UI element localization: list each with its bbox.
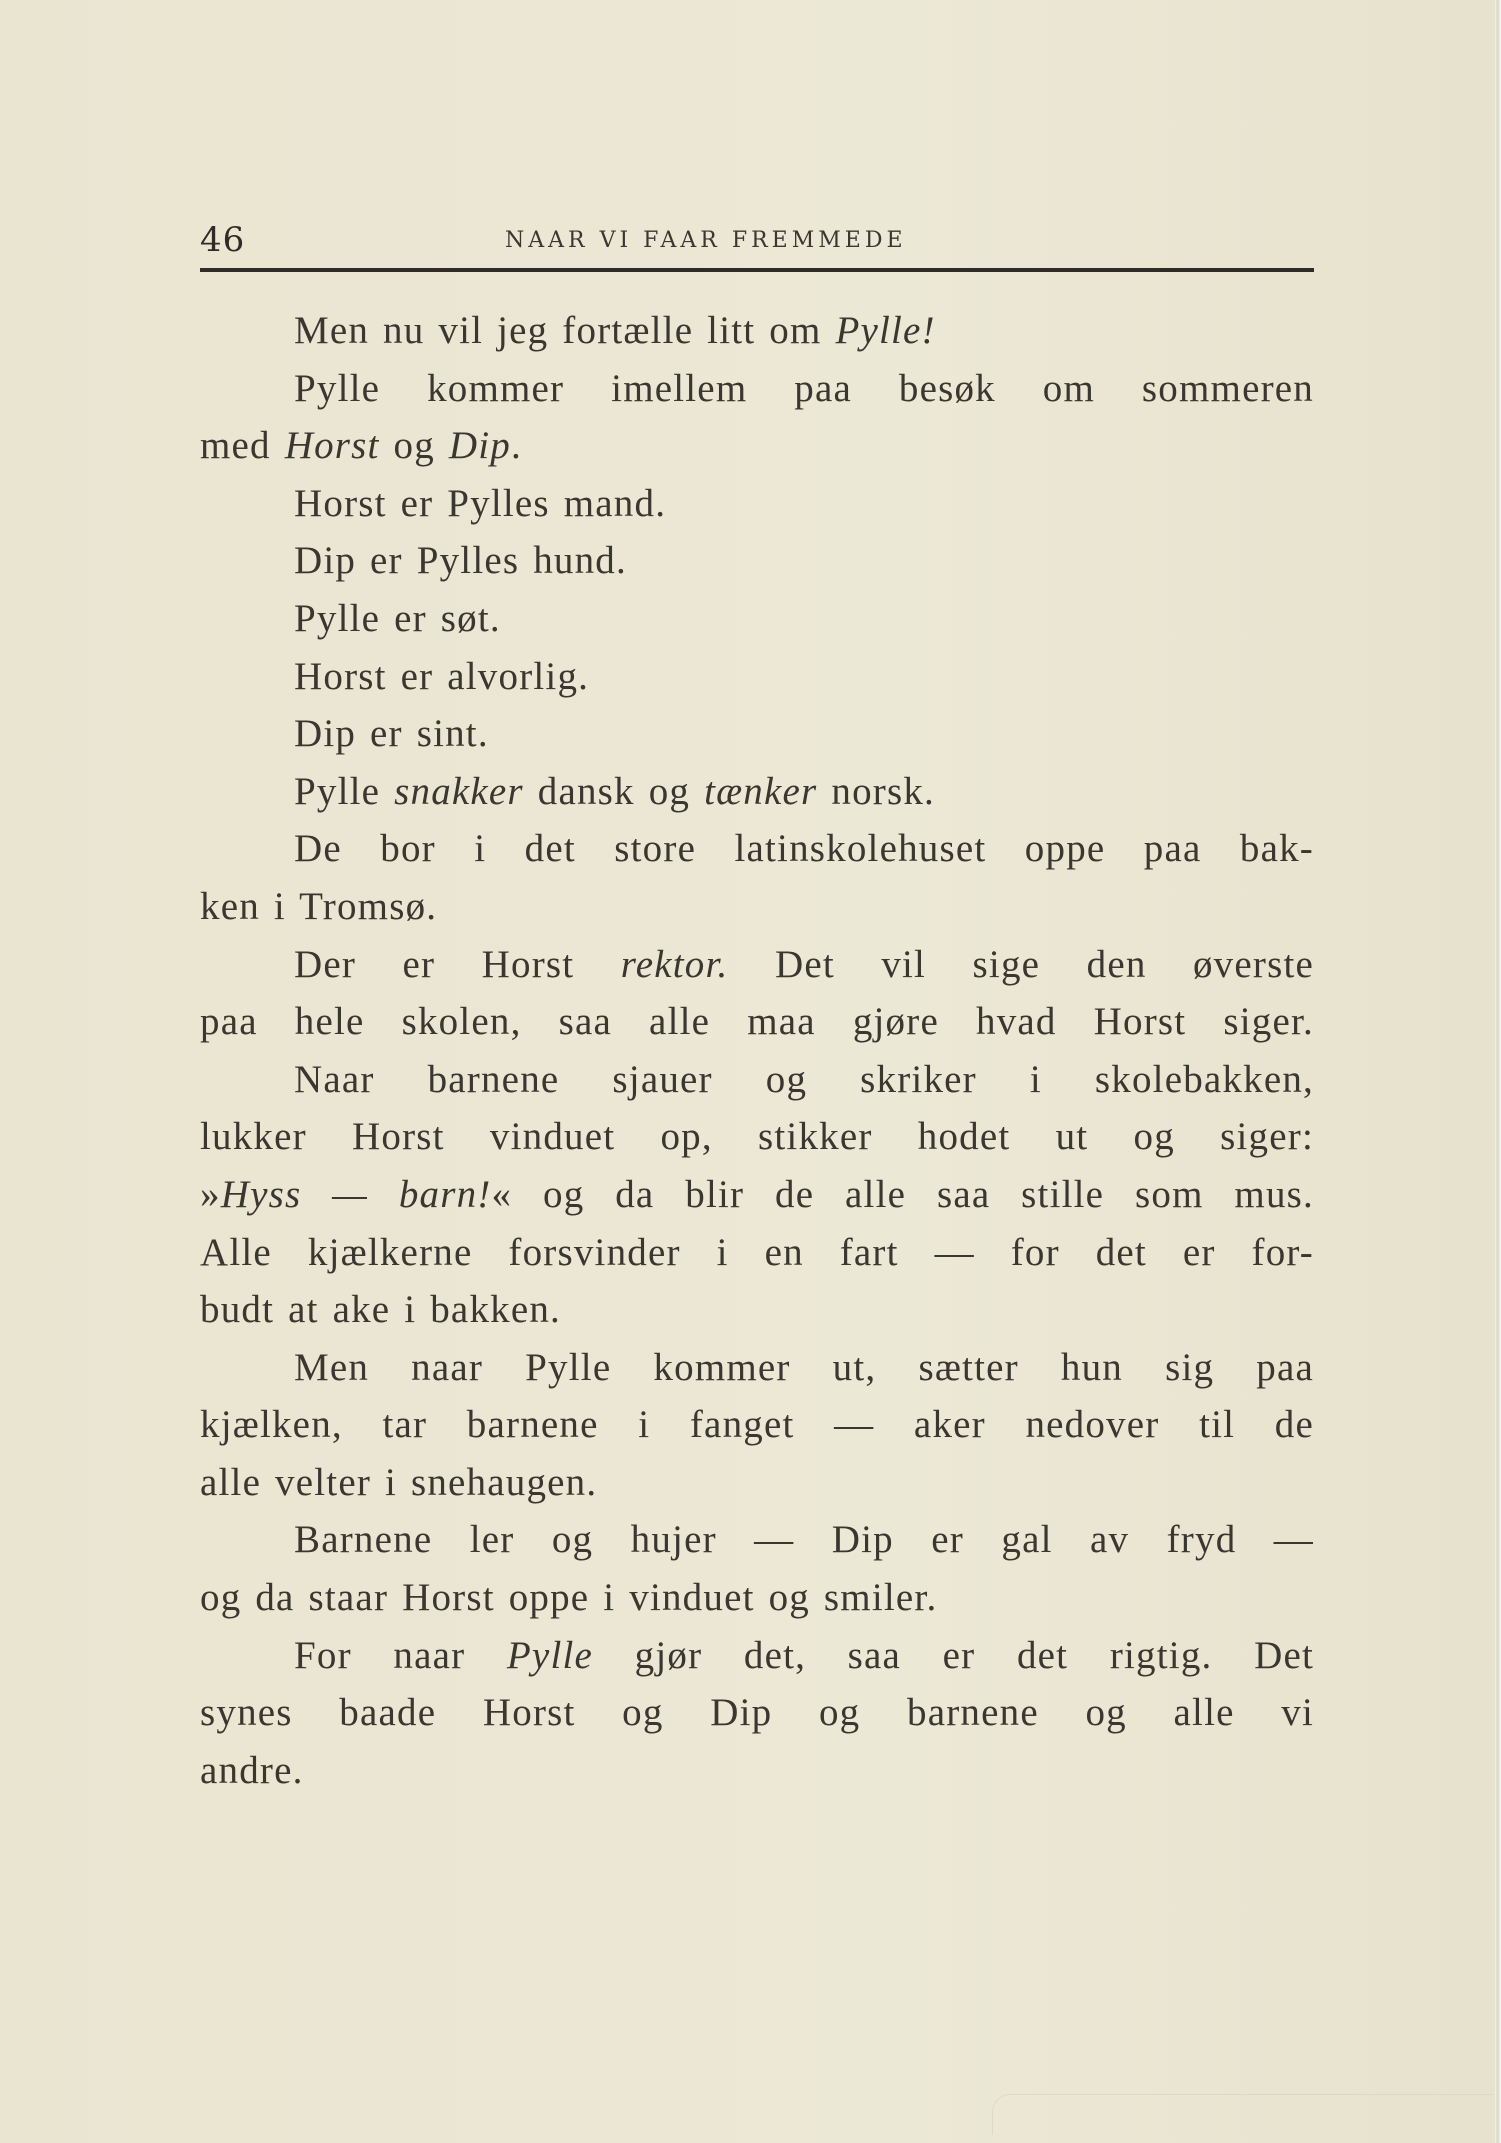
text-line: Men nu vil jeg fortælle litt om Pylle!: [294, 309, 936, 352]
text-line: paa hele skolen, saa alle maa gjøre hvad Horst siger.: [200, 1000, 1314, 1044]
page-corner-shadow: [992, 2094, 1493, 2135]
text-line: lukker Horst vinduet op, stikker hodet ut og siger:: [200, 1115, 1314, 1159]
page-edge: [1495, 0, 1501, 2143]
running-title: NAAR VI FAAR FREMMEDE: [505, 228, 907, 253]
text-line: De bor i det store latinskolehuset oppe paa bak-: [294, 827, 1314, 871]
text-line: Naar barnene sjauer og skriker i skolebakken,: [294, 1057, 1314, 1101]
text-line: ken i Tromsø.: [200, 884, 438, 928]
text-line: andre.: [200, 1748, 304, 1792]
body-text: [200, 302, 1314, 1799]
text-line: Barnene ler og hujer — Dip er gal av fryd —: [294, 1518, 1314, 1562]
page-number: 46: [200, 220, 246, 260]
text-line: Dip er Pylles hund.: [294, 539, 627, 583]
text-line: Pylle snakker dansk og tænker norsk.: [294, 769, 935, 813]
text-line: Der er Horst rektor. Det vil sige den øverste: [294, 942, 1315, 986]
text-line: med Horst og Dip.: [200, 424, 522, 468]
text-line: Horst er alvorlig.: [294, 654, 590, 698]
text-line: For naar Pylle gjør det, saa er det rigtig. Det: [294, 1633, 1314, 1677]
header-rule: [200, 268, 1314, 272]
text-line: og da staar Horst oppe i vinduet og smiler.: [200, 1576, 938, 1620]
text-line: Horst er Pylles mand.: [294, 481, 667, 525]
text-line: Pylle er søt.: [294, 596, 501, 640]
text-line: alle velter i snehaugen.: [200, 1460, 598, 1504]
text-line: budt at ake i bakken.: [200, 1288, 562, 1332]
text-line: kjælken, tar barnene i fanget — aker nedover til de: [200, 1403, 1314, 1447]
text-line: Pylle kommer imellem paa besøk om sommeren: [294, 366, 1314, 410]
text-line: Men naar Pylle kommer ut, sætter hun sig paa: [294, 1345, 1314, 1389]
text-line: Dip er sint.: [294, 712, 489, 756]
text-line: »Hyss — barn!« og da blir de alle saa stille som mus.: [200, 1172, 1314, 1216]
text-line: Alle kjælkerne forsvinder i en fart — for det er for-: [200, 1230, 1314, 1274]
text-line: synes baade Horst og Dip og barnene og alle vi: [200, 1691, 1314, 1735]
